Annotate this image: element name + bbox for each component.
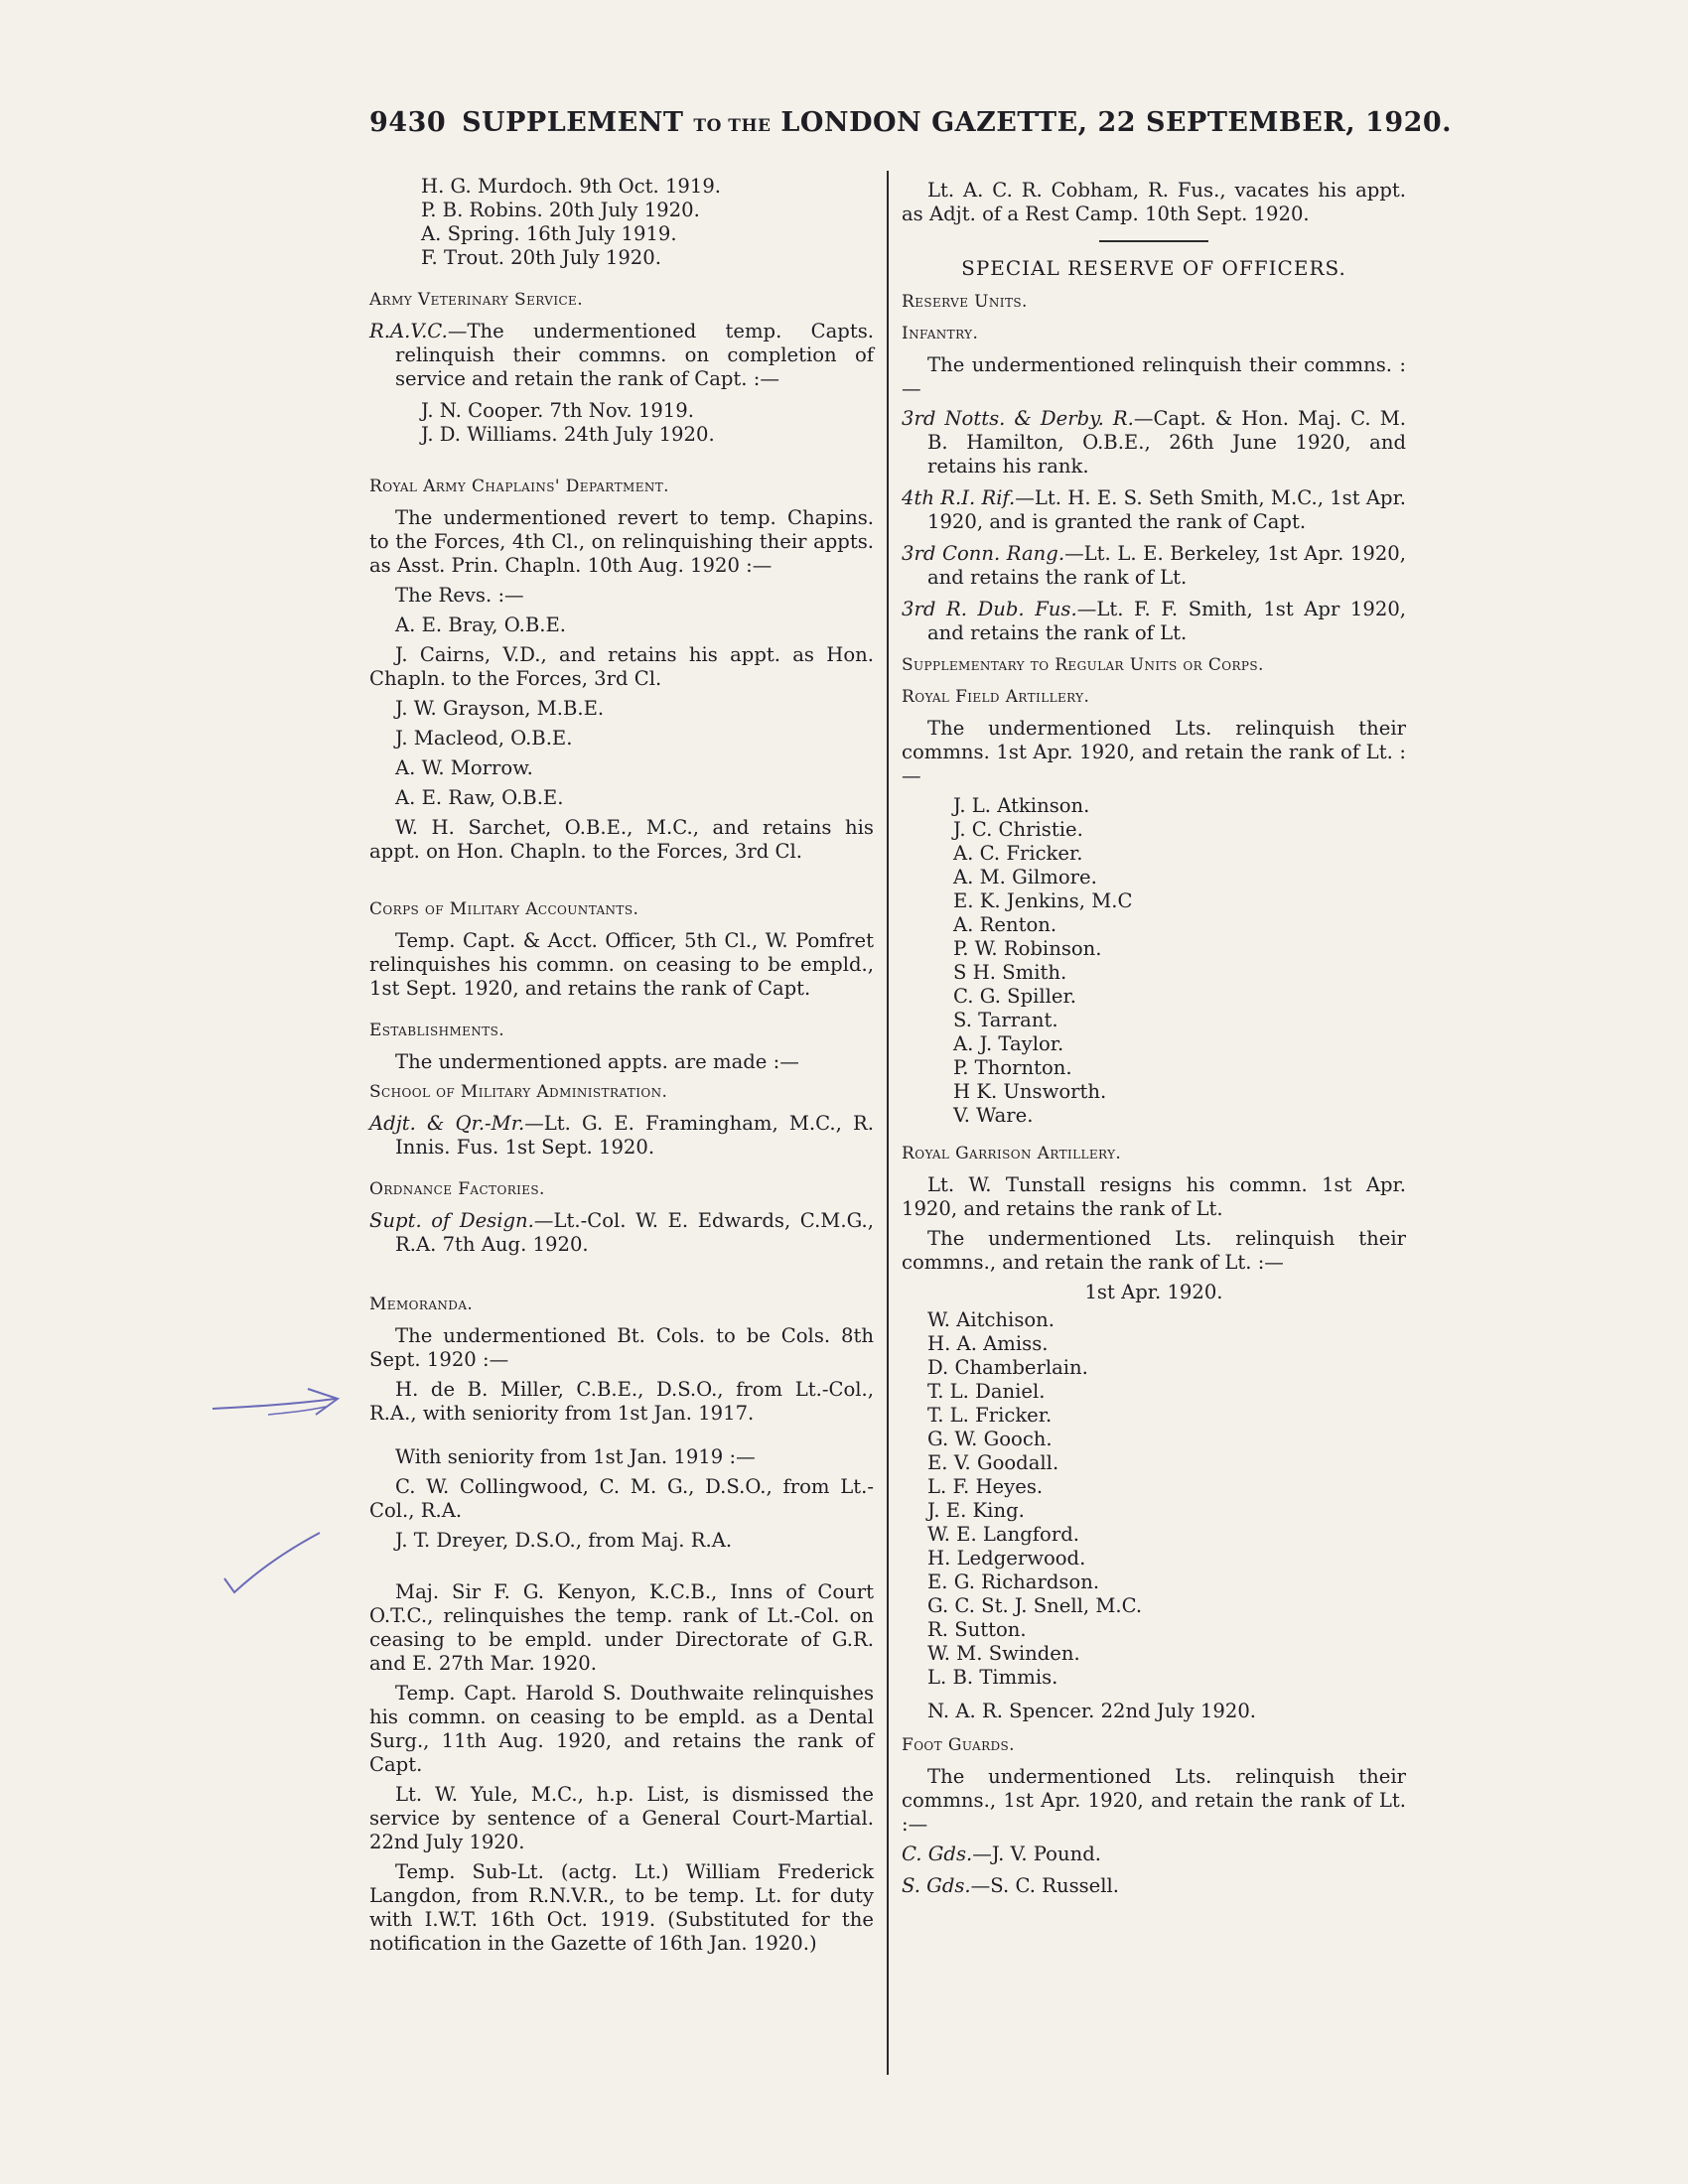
list-item: P. W. Robinson. (953, 937, 1102, 960)
list-item: W. Aitchison. (927, 1308, 1055, 1331)
entry-prefix: C. Gds. (902, 1843, 973, 1865)
list-item: A. E. Bray, O.B.E. (395, 614, 567, 636)
memoranda-item: H. de B. Miller, C.B.E., D.S.O., from Lt.-Col., R.A., with seniority from 1st Jan. 1917. (369, 1378, 874, 1425)
establishments-prefix: Adjt. & Qr.-Mr. (369, 1112, 525, 1135)
list-item: A. C. Fricker. (953, 842, 1083, 865)
list-item: E. V. Goodall. (927, 1451, 1059, 1474)
list-item: S. Tarrant. (953, 1009, 1058, 1031)
establishments-entry (369, 1112, 874, 1160)
rga-date: 1st Apr. 1920. (1084, 1281, 1223, 1303)
list-item: H. A. Amiss. (927, 1332, 1049, 1355)
list-item: J. C. Christie. (953, 818, 1083, 841)
list-item: J. N. Cooper. 7th Nov. 1919. (421, 399, 694, 422)
memoranda-paragraph: Temp. Capt. Harold S. Douthwaite relinquishes his commn. on ceasing to be empld. as a Dental Surg., 11th Aug. 1920, and retains the rank of Capt. (369, 1682, 874, 1776)
rga-text: Lt. W. Tunstall resigns his commn. 1st Apr. 1920, and retains the rank of Lt. (902, 1173, 1406, 1220)
cobham-text: Lt. A. C. R. Cobham, R. Fus., vacates his appt. as Adjt. of a Rest Camp. 10th Sept. 1920. (902, 179, 1406, 225)
rfa-text: The undermentioned Lts. relinquish their commns. 1st Apr. 1920, and retain the rank of Lt. :— (902, 717, 1406, 787)
section-heading-ordnance: Ordnance Factories. (369, 1179, 545, 1199)
list-item: E. G. Richardson. (927, 1570, 1100, 1593)
ordnance-prefix: Supt. of Design. (369, 1209, 534, 1232)
list-item: W. E. Langford. (927, 1523, 1079, 1546)
entry-text: —Lt. F. F. Smith, 1st Apr 1920, and retains the rank of Lt. (927, 598, 1407, 644)
left-column (369, 167, 874, 1962)
pencil-tick-icon (220, 1529, 330, 1598)
memoranda-text: The undermentioned Bt. Cols. to be Cols. 8th Sept. 1920 :— (369, 1324, 874, 1371)
list-item: L. B. Timmis. (927, 1666, 1058, 1689)
foot-guards-text: The undermentioned Lts. relinquish their commns., 1st Apr. 1920, and retain the rank of Lt. :— (902, 1765, 1406, 1836)
list-item: W. H. Sarchet, O.B.E., M.C., and retains his appt. on Hon. Chapln. to the Forces, 3rd Cl. (369, 816, 874, 863)
accountants-text: Temp. Capt. & Acct. Officer, 5th Cl., W. Pomfret relinquishes his commn. on ceasing to be empld., 1st Sept. 1920, and retains the rank of Capt. (369, 929, 874, 1000)
subheading-foot-guards: Foot Guards. (902, 1735, 1015, 1755)
right-column (902, 167, 1406, 1906)
pencil-arrow-icon (209, 1385, 348, 1425)
memoranda-item: C. W. Collingwood, C. M. G., D.S.O., from Lt.-Col., R.A. (369, 1475, 874, 1522)
column-divider (887, 171, 889, 2075)
entry-text: —J. V. Pound. (972, 1843, 1101, 1865)
list-item: J. Macleod, O.B.E. (395, 727, 573, 750)
ordnance-entry (369, 1209, 874, 1257)
list-item: H. Ledgerwood. (927, 1547, 1086, 1570)
header-gazette-date: LONDON GAZETTE, 22 SEPTEMBER, 1920. (780, 107, 1453, 138)
section-heading-accountants: Corps of Military Accountants. (369, 899, 639, 919)
infantry-entry (902, 486, 1406, 534)
list-item: D. Chamberlain. (927, 1356, 1088, 1379)
entry-text: —Capt. & Hon. Maj. C. M. B. Hamilton, O.B.E., 26th June 1920, and retains his rank. (927, 407, 1406, 478)
list-item: A. Renton. (953, 913, 1057, 936)
list-item: J. D. Williams. 24th July 1920. (421, 423, 715, 446)
infantry-text: The undermentioned relinquish their commns. :— (902, 353, 1406, 400)
subheading-supplementary: Supplementary to Regular Units or Corps. (902, 655, 1264, 675)
list-item: J. Cairns, V.D., and retains his appt. as Hon. Chapln. to the Forces, 3rd Cl. (369, 643, 874, 690)
foot-guards-entry (902, 1874, 1406, 1898)
list-item: H K. Unsworth. (953, 1080, 1107, 1103)
list-item: L. F. Heyes. (927, 1475, 1044, 1498)
rga-text: The undermentioned Lts. relinquish their commns., and retain the rank of Lt. :— (902, 1227, 1406, 1274)
vet-prefix: R.A.V.C. (369, 320, 448, 342)
vet-entry (369, 320, 874, 391)
infantry-entry (902, 407, 1406, 478)
list-item: T. L. Fricker. (927, 1404, 1053, 1427)
memoranda-item: J. T. Dreyer, D.S.O., from Maj. R.A. (395, 1529, 733, 1552)
list-item: W. M. Swinden. (927, 1642, 1080, 1665)
memoranda-text: With seniority from 1st Jan. 1919 :— (395, 1445, 756, 1468)
entry-prefix: 3rd Conn. Rang. (902, 542, 1065, 565)
entry-prefix: 4th R.I. Rif. (902, 486, 1016, 509)
list-item: G. C. St. J. Snell, M.C. (927, 1594, 1143, 1617)
subheading-reserve-units: Reserve Units. (902, 292, 1028, 312)
foot-guards-entry (902, 1843, 1406, 1866)
infantry-entry (902, 542, 1406, 590)
vet-text: —The undermentioned temp. Capts. relinquish their commns. on completion of service and retain the rank of Capt. :— (395, 320, 874, 390)
list-item: C. G. Spiller. (953, 985, 1076, 1008)
chaplains-text: The undermentioned revert to temp. Chapins. to the Forces, 4th Cl., on relinquishing their appts. as Asst. Prin. Chapln. 10th Aug. 1920 :— (369, 506, 874, 577)
section-heading-vet: Army Veterinary Service. (369, 290, 584, 310)
list-item: E. K. Jenkins, M.C (953, 889, 1133, 912)
establishments-text: The undermentioned appts. are made :— (395, 1050, 799, 1073)
section-heading-establishments: Establishments. (369, 1021, 505, 1040)
rga-last: N. A. R. Spencer. 22nd July 1920. (927, 1700, 1257, 1722)
memoranda-paragraph: Lt. W. Yule, M.C., h.p. List, is dismissed the service by sentence of a General Court-Martial. 22nd July 1920. (369, 1783, 874, 1853)
list-item: P. Thornton. (953, 1056, 1072, 1079)
list-item: J. W. Grayson, M.B.E. (395, 697, 605, 720)
subheading-school: School of Military Administration. (369, 1082, 668, 1102)
entry-text: —S. C. Russell. (970, 1874, 1120, 1897)
list-item: T. L. Daniel. (927, 1380, 1046, 1403)
chaplains-revs: The Revs. :— (395, 584, 524, 607)
header-supplement: SUPPLEMENT (462, 107, 684, 138)
special-reserve-title: SPECIAL RESERVE OF OFFICERS. (961, 256, 1346, 280)
list-item: A. M. Gilmore. (953, 866, 1097, 888)
memoranda-paragraph: Maj. Sir F. G. Kenyon, K.C.B., Inns of Court O.T.C., relinquishes the temp. rank of Lt.-Col. on ceasing to be empld. under Directorate of G.R. and E. 27th Mar. 1920. (369, 1580, 874, 1675)
page-number: 9430 (369, 107, 447, 138)
list-item: V. Ware. (953, 1104, 1034, 1127)
infantry-entry (902, 598, 1406, 645)
subheading-infantry: Infantry. (902, 324, 979, 343)
list-item: G. W. Gooch. (927, 1428, 1053, 1450)
list-item: A. W. Morrow. (395, 756, 533, 779)
entry-prefix: 3rd Notts. & Derby. R. (902, 407, 1134, 430)
entry-prefix: 3rd R. Dub. Fus. (902, 598, 1077, 620)
entry-prefix: S. Gds. (902, 1874, 971, 1897)
ordnance-item: —Lt.-Col. W. E. Edwards, C.M.G., R.A. 7th Aug. 1920. (395, 1209, 874, 1256)
list-item: A. E. Raw, O.B.E. (395, 786, 564, 809)
list-item: A. Spring. 16th July 1919. (421, 222, 677, 245)
section-rule (1099, 240, 1208, 242)
header-to-the: TO THE (693, 116, 772, 136)
entry-text: —Lt. H. E. S. Seth Smith, M.C., 1st Apr. 1920, and is granted the rank of Capt. (927, 486, 1407, 533)
list-item: H. G. Murdoch. 9th Oct. 1919. (421, 175, 722, 198)
list-item: R. Sutton. (927, 1618, 1027, 1641)
list-item: J. L. Atkinson. (953, 794, 1090, 817)
establishments-item: —Lt. G. E. Framingham, M.C., R. Innis. Fus. 1st Sept. 1920. (395, 1112, 874, 1159)
list-item: F. Trout. 20th July 1920. (421, 246, 661, 269)
list-item: P. B. Robins. 20th July 1920. (421, 199, 700, 221)
page-header (369, 107, 1453, 138)
subheading-rga: Royal Garrison Artillery. (902, 1144, 1122, 1163)
list-item: S H. Smith. (953, 961, 1067, 984)
subheading-rfa: Royal Field Artillery. (902, 687, 1090, 707)
list-item: A. J. Taylor. (953, 1032, 1064, 1055)
entry-text: —Lt. L. E. Berkeley, 1st Apr. 1920, and retains the rank of Lt. (927, 542, 1406, 589)
section-heading-memoranda: Memoranda. (369, 1295, 474, 1314)
section-heading-chaplains: Royal Army Chaplains' Department. (369, 477, 669, 496)
memoranda-paragraph: Temp. Sub-Lt. (actg. Lt.) William Frederick Langdon, from R.N.V.R., to be temp. Lt. for duty with I.W.T. 16th Oct. 1919. (Substituted for the notification in the Gazette of 16th Jan. 1920.) (369, 1860, 874, 1955)
list-item: J. E. King. (927, 1499, 1025, 1522)
